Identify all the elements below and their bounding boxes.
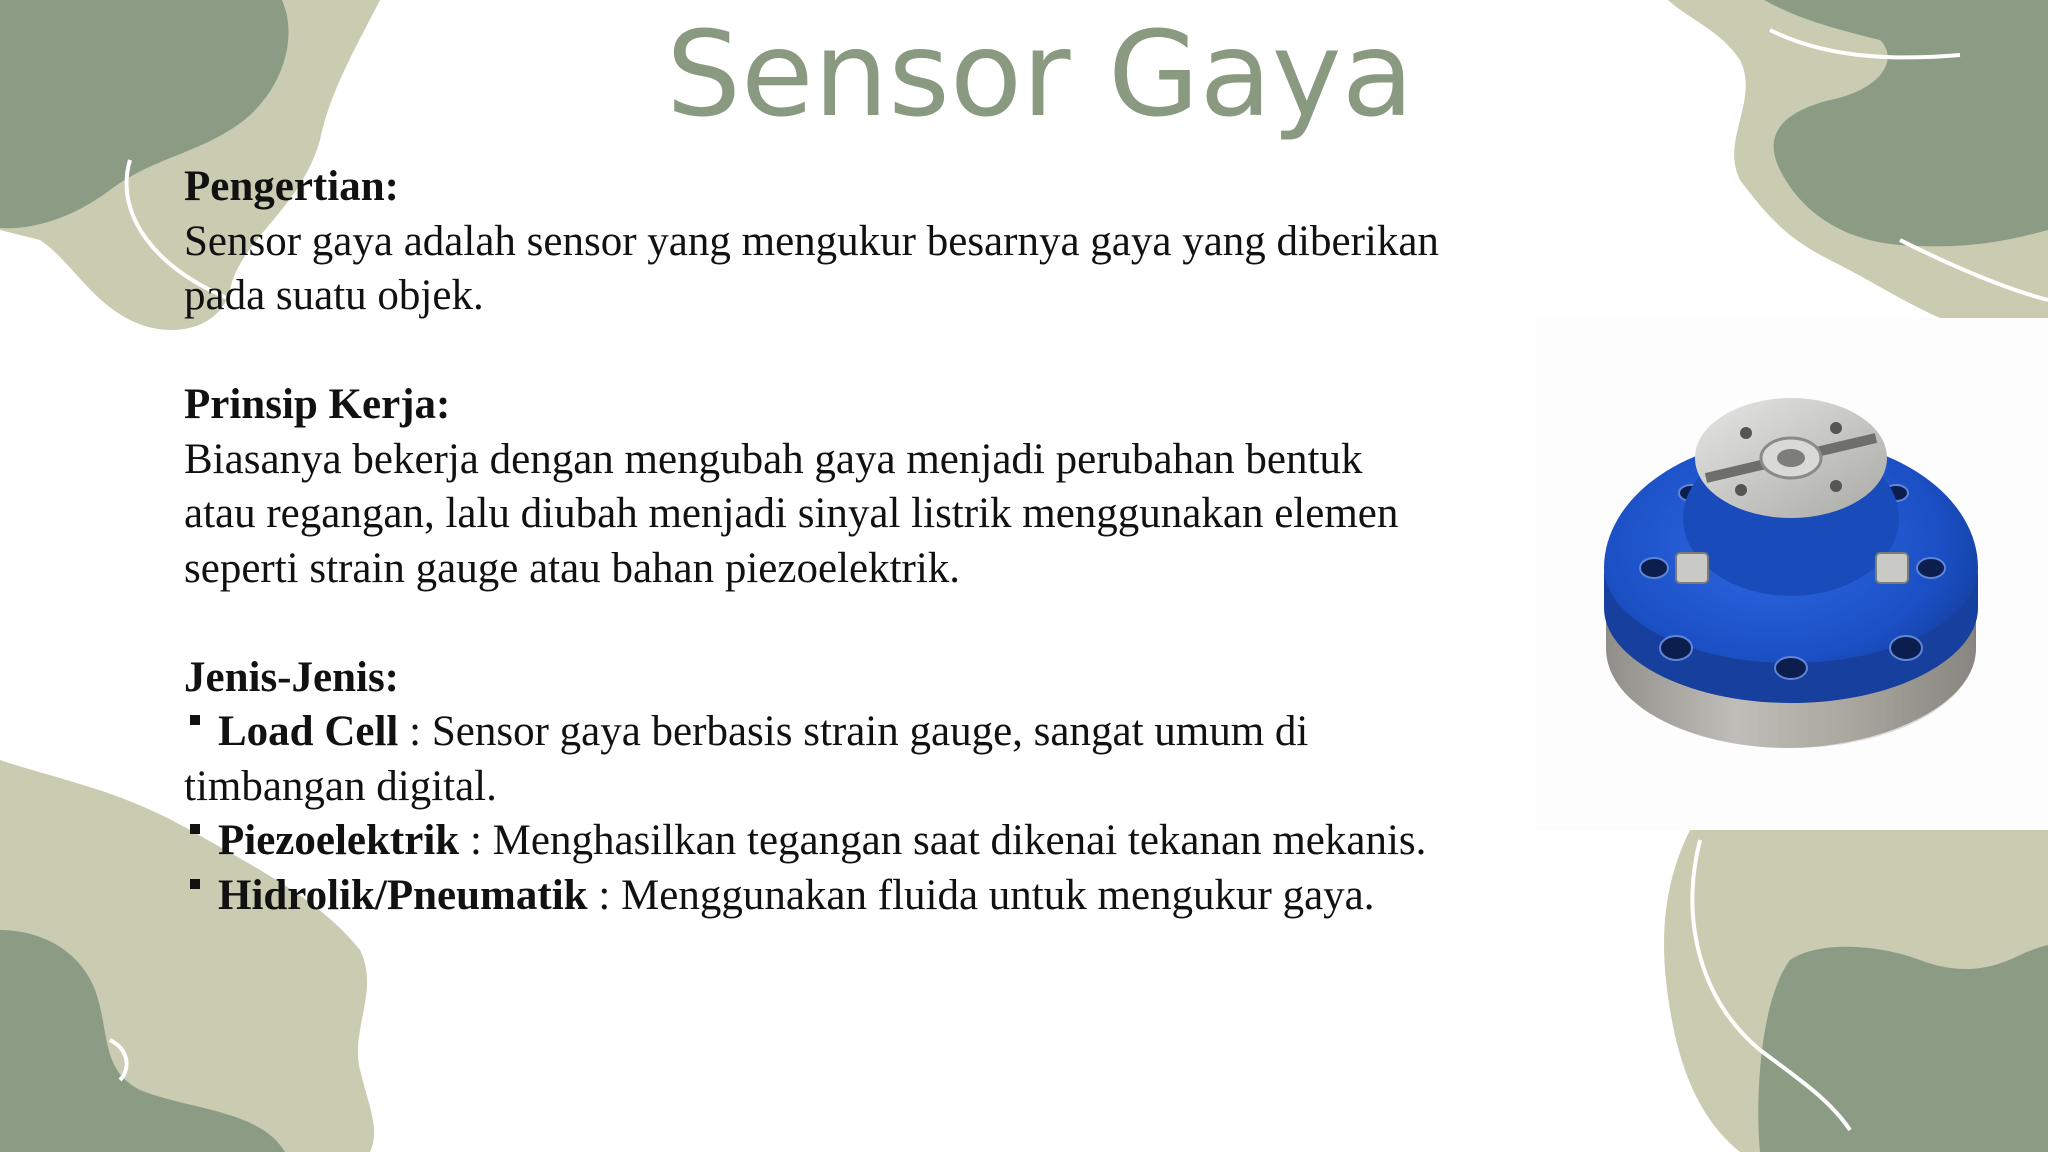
slide-body [184,160,1544,923]
list-item-piezoelektrik [184,814,1544,869]
force-sensor-image [1536,318,2048,830]
pengertian-line-2: pada suatu objek. [184,272,484,319]
desc-hidrolik-pneumatik: : Menggunakan fluida untuk mengukur gaya. [587,871,1375,919]
section-jenis-jenis [184,651,1544,924]
list-item-load-cell [184,705,1544,760]
section-prinsip-kerja [184,378,1544,596]
term-load-cell: Load Cell [218,708,399,755]
desc-load-cell: : Sensor gaya berbasis strain gauge, sangat umum di [398,708,1309,755]
square-bullet-icon [190,824,200,834]
prinsip-line-3: seperti strain gauge atau bahan piezoelektrik. [184,544,961,592]
prinsip-line-2: atau regangan, lalu diubah menjadi sinyal listrik menggunakan elemen [184,490,1399,537]
heading-jenis-jenis: Jenis-Jenis: [184,653,399,701]
heading-pengertian: Pengertian: [184,163,399,210]
desc-load-cell-continued: timbangan digital. [184,762,497,810]
section-pengertian [184,160,1544,324]
square-bullet-icon [190,715,200,725]
list-item-hidrolik-pneumatik [184,869,1544,924]
heading-prinsip-kerja: Prinsip Kerja: [184,381,451,428]
term-hidrolik-pneumatik: Hidrolik/Pneumatik [218,871,588,919]
square-bullet-icon [190,879,200,889]
desc-piezoelektrik: : Menghasilkan tegangan saat dikenai tekanan mekanis. [459,817,1427,864]
force-sensor-load-cell-icon [1536,318,2048,830]
pengertian-line-1: Sensor gaya adalah sensor yang mengukur besarnya gaya yang diberikan [184,217,1439,265]
blob-bottom-right-dark [1758,945,2048,1152]
slide-title: Sensor Gaya [666,5,1414,143]
prinsip-line-1: Biasanya bekerja dengan mengubah gaya menjadi perubahan bentuk [184,435,1363,483]
term-piezoelektrik: Piezoelektrik [218,817,460,864]
